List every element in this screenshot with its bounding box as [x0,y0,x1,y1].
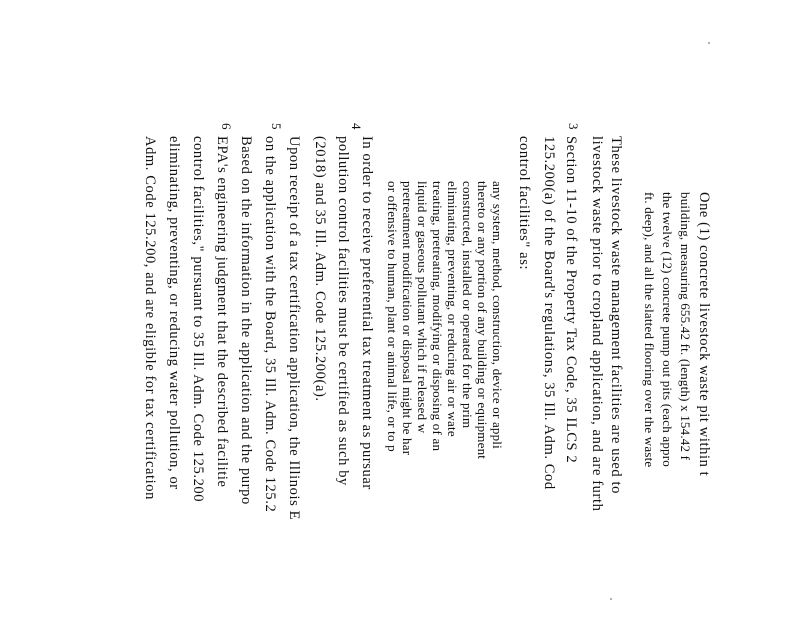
text-line: EPA's engineering judgment that the described facilitie [214,136,230,488]
footnote-marker-4: 4 [349,123,364,131]
text-line: (2018) and 35 Ill. Adm. Code 125.200(a). [312,136,328,402]
quote-line: constructed, installed or operated for the prim [460,181,475,429]
text-line: Section 11-10 of the Property Tax Code, 35 ILCS 2 [563,136,579,464]
text-line: pollution control facilities must be certified as such by [335,136,351,486]
text-line: livestock waste prior to cropland application, and are furth [589,136,605,512]
quote-line: thereto or any portion of any building or equipment [475,181,490,460]
text-line: control facilities," pursuant to 35 Ill. Adm. Code 125.200 [190,136,206,503]
quote-line: liquid or gaseous pollutant which if released w [415,181,430,434]
footnote-marker-5: 5 [269,123,284,131]
scan-speck [610,598,612,600]
quote-line: or offensive to human, plant or animal life, or to p [385,181,400,452]
text-line: the twelve (12) concrete pump out pits (each appro [660,192,675,467]
quote-line: any system, method, construction, device or appli [490,181,505,449]
text-line: Adm. Code 125.200, and are eligible for tax certification [142,136,158,500]
footnote-marker-3: 3 [566,123,581,131]
text-line: ft. deep), and all the slatted flooring over the waste [642,192,657,468]
text-line: Based on the information in the application and the purpo [238,136,254,505]
scan-speck [708,42,710,44]
quote-line: eliminating, preventing, or reducing air or wate [445,181,460,437]
text-line: These livestock waste management facilities are used to [608,136,624,494]
text-line: on the application with the Board, 35 Ill. Adm. Code 125.2 [262,136,278,513]
text-line: One (1) concrete livestock waste pit within t [696,192,712,477]
text-line: control facilities" as: [516,136,532,271]
text-line: 125.200(a) of the Board's regulations, 35 Ill. Adm. Cod [541,136,557,490]
quote-line: pretreatment modification or disposal might be har [400,181,415,456]
text-line: eliminating, preventing, or reducing water pollution, or [166,136,182,490]
footnote-marker-6: 6 [219,123,234,131]
text-line: Upon receipt of a tax certification application, the Illinois E [286,136,302,521]
quote-line: treating, pretreating, modifying or disposing of an [430,181,445,452]
text-line: building, measuring 655.42 ft. (length) x 154.42 f [678,192,693,461]
rotated-text-block [112,123,712,618]
text-line: In order to receive preferential tax treatment as pursuar [359,136,375,490]
